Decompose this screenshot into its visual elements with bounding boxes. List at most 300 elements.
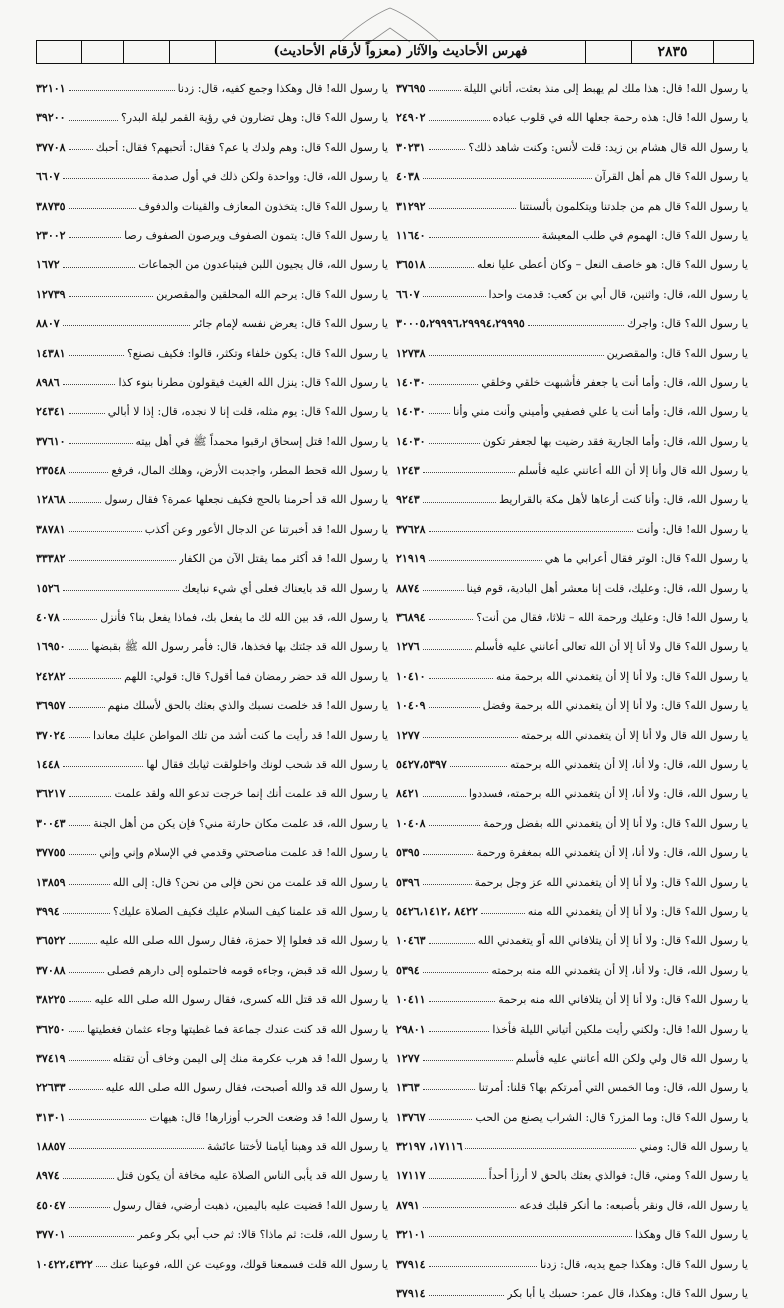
index-entry <box>36 515 388 544</box>
index-entry <box>36 691 388 720</box>
hadith-number: ١٤٣٨١ <box>36 346 66 360</box>
index-entry <box>36 662 388 691</box>
index-entry <box>396 574 748 603</box>
hadith-number: ٣٧٧٠٨ <box>36 140 66 154</box>
index-entry <box>36 309 388 338</box>
entry-text: يا رسول الله! قتل إسحاق ارقبوا محمداً ﷺ في أهل بيته <box>135 434 388 448</box>
entry-text: يا رسول الله؟ قال: ولا أنا إلا أن يتغمدني الله منه <box>527 904 748 918</box>
entry-text: يا رسول الله قال وأنا إلا أن الله أعانني عليه فأسلم <box>517 464 748 478</box>
hadith-number: ٣٦٢١٧ <box>36 787 66 801</box>
dotted-leader <box>429 443 480 444</box>
hadith-number: ١٣٨٥٩ <box>36 875 66 889</box>
hadith-number: ١٠٤٠٩ <box>396 699 426 713</box>
hadith-number: ٥٣٩٥ <box>396 846 420 860</box>
index-entry <box>396 427 748 456</box>
dotted-leader <box>69 1001 92 1002</box>
hadith-number: ١٣٧٦٧ <box>396 1110 426 1124</box>
index-entry <box>36 397 388 426</box>
index-entry <box>36 838 388 867</box>
entry-text: يا رسول الله قال ولا أنا إلا أن يتغمدني الله برحمته <box>520 728 748 742</box>
index-entry <box>36 1044 388 1073</box>
hadith-number: ٣١٣٠١ <box>36 1110 66 1124</box>
entry-text: يا رسول الله! قد أكثر مما يقتل الآن من الكفار <box>178 552 388 566</box>
hadith-number: ١٢٧٧ <box>396 1051 420 1065</box>
dotted-leader <box>63 913 110 914</box>
dotted-leader <box>423 1060 513 1061</box>
entry-text: يا رسول الله؟ قال: يوم مثله، قلت إنا لا نجده، قال: إذا لا أبالي <box>107 405 388 419</box>
hadith-number: ٣٦٨٩٤ <box>396 611 426 625</box>
dotted-leader <box>69 825 91 826</box>
index-entry <box>396 662 748 691</box>
dotted-leader <box>63 619 98 620</box>
entry-text: يا رسول الله؟ قال هم من جلدتنا ويتكلمون بألسنتنا <box>519 199 748 213</box>
dotted-leader <box>69 737 90 738</box>
hadith-number: ٣٨٢٢٥ <box>36 993 66 1007</box>
entry-text: يا رسول الله، قد بين الله لك ما يفعل بك، فماذا يفعل بنا؟ فأنزل <box>100 611 388 625</box>
entry-text: يا رسول الله؟ قال: ينزل الله الغيث فيقولون مطرنا بنوء كذا <box>118 375 388 389</box>
entry-text: يا رسول الله؟ قال: يتخذون المعازف والقينات والدفوف <box>138 199 388 213</box>
index-entry <box>396 1073 748 1102</box>
entry-text: يا رسول الله؟ ومني، قال: فوالذي بعثك بالحق لا أرزأ أحداً <box>488 1169 748 1183</box>
dotted-leader <box>69 1031 85 1032</box>
hadith-number: ٢٢٦٣٣ <box>36 1081 66 1095</box>
dotted-leader <box>429 355 604 356</box>
hadith-number: ١٢٧٣٩ <box>36 287 66 301</box>
dotted-leader <box>429 237 539 238</box>
index-entry <box>36 632 388 661</box>
hadith-number: ١٧١١٦، ٣٢١٩٧ <box>396 1140 463 1154</box>
index-entry <box>36 250 388 279</box>
dotted-leader <box>429 90 461 91</box>
index-entry <box>36 1161 388 1190</box>
entry-text: يا رسول الله! قد أخبرتنا عن الدجال الأعور وعن أكذب <box>144 522 388 536</box>
index-entry <box>36 544 388 573</box>
hadith-number: ١٨٨٥٧ <box>36 1140 66 1154</box>
dotted-leader <box>423 502 496 503</box>
hadith-number: ١٤٠٣٠ <box>396 405 426 419</box>
hadith-number: ٨٤٢١ <box>396 787 420 801</box>
entry-text: يا رسول الله قال هشام بن زيد: قلت لأنس: وكنت شاهد ذلك؟ <box>468 140 748 154</box>
hadith-number: ٣٢١٠١ <box>396 1228 426 1242</box>
dotted-leader <box>69 1060 110 1061</box>
dotted-leader <box>423 884 472 885</box>
entry-text: يا رسول الله؟ قال: ولا أنا إلا أن يتغمدني الله برحمة منه <box>496 669 748 683</box>
dotted-leader <box>429 1236 632 1237</box>
index-entry <box>36 985 388 1014</box>
index-entry <box>396 339 748 368</box>
index-entry <box>36 721 388 750</box>
hadith-number: ١٠٤١١ <box>396 993 426 1007</box>
dotted-leader <box>429 384 479 385</box>
hadith-number: ٣٢١٠١ <box>36 82 66 95</box>
entry-text: يا رسول الله؟ قال: ولا أنا إلا أن يتغمدني الله بفضل ورحمة <box>483 816 748 830</box>
index-entry <box>36 339 388 368</box>
entry-text: يا رسول الله، قلت: ثم ماذا؟ قالا: ثم حب أبي بكر وعمر <box>137 1228 388 1242</box>
entry-text: يا رسول الله! قال: هذه رحمة جعلها الله في قلوب عباده <box>492 111 748 125</box>
entry-text: يا رسول الله قلت فسمعنا قولك، ووعيت عن الله، فوعينا عنك <box>109 1257 388 1271</box>
index-entry <box>36 926 388 955</box>
hadith-number: ٣٧٤١٩ <box>36 1051 66 1065</box>
index-entry <box>396 280 748 309</box>
hadith-number: ٢٤٩٠٢ <box>396 111 426 125</box>
entry-text: يا رسول الله، قال: وأما الجارية فقد رضيت بها لجعفر تكون <box>482 434 748 448</box>
hadith-number: ١٠٤٢٢،٤٣٢٢ <box>36 1257 93 1271</box>
dotted-leader <box>429 560 542 561</box>
index-entry <box>36 427 388 456</box>
index-entry <box>36 1220 388 1249</box>
index-entry <box>396 603 748 632</box>
entry-text: يا رسول الله قال ولي ولكن الله أعانني عليه فأسلم <box>515 1051 748 1065</box>
entry-text: يا رسول الله! قد رأيت ما كنت أشد من تلك المواطن عليك معاندا <box>93 728 388 742</box>
dotted-leader <box>63 1178 114 1179</box>
page-title: فهرس الأحاديث والآثار (معزواً لأرقام الأحاديث) <box>215 41 585 63</box>
hadith-number: ٣٧٩١٤ <box>396 1287 426 1301</box>
entry-text: يا رسول الله؟ قال: وهل تضارون في رؤية القمر ليلة البدر؟ <box>120 111 388 125</box>
header-box-4 <box>169 41 215 63</box>
hadith-number: ١٢٧٣٨ <box>396 346 426 360</box>
dotted-leader <box>69 355 124 356</box>
hadith-number: ٣٠٠٠٥،٢٩٩٩٦،٢٩٩٩٤،٢٩٩٩٥ <box>396 317 525 331</box>
index-entry <box>396 485 748 514</box>
hadith-number: ٥٣٩٦ <box>396 875 420 889</box>
entry-text: يا رسول الله؟ قال هم أهل القرآن <box>594 170 748 184</box>
entry-text: يا رسول الله! قد خلصت نسبك والذي بعثك بالحق لأسلك منهم <box>107 699 388 713</box>
hadith-number: ٣٦٢٥٠ <box>36 1022 66 1036</box>
index-entry <box>36 868 388 897</box>
index-entry <box>396 1279 748 1308</box>
hadith-number: ٦٦٠٧ <box>396 287 420 301</box>
dotted-leader <box>429 208 517 209</box>
entry-text: يا رسول الله؟ قال: وهم ولدك يا عم؟ فقال: أتحبهم؟ فقال: أحبك <box>95 140 388 154</box>
dotted-leader <box>63 178 149 179</box>
index-entry <box>396 1161 748 1190</box>
index-entry <box>396 809 748 838</box>
entry-text: يا رسول الله قد علمنا كيف السلام عليك فكيف الصلاة عليك؟ <box>112 904 388 918</box>
entry-text: يا رسول الله قد والله أصبحت، فقال رسول الله صلى الله عليه <box>105 1081 388 1095</box>
dotted-leader <box>69 854 97 855</box>
index-entry <box>36 1103 388 1132</box>
index-entry <box>36 897 388 926</box>
index-entry <box>396 691 748 720</box>
entry-text: يا رسول الله! قال وهكذا وجمع كفيه، قال: زدنا <box>177 82 388 95</box>
dotted-leader <box>429 1266 537 1267</box>
page-header <box>36 40 754 64</box>
index-entry <box>396 897 748 926</box>
entry-text: يا رسول الله قد أحرمنا بالحج فكيف نجعلها عمرة؟ فقال رسول <box>104 493 388 507</box>
dotted-leader <box>429 678 493 679</box>
index-entry <box>396 309 748 338</box>
dotted-leader <box>69 90 175 91</box>
hadith-number: ٣٣٣٨٢ <box>36 552 66 566</box>
left-column <box>36 74 388 1279</box>
hadith-number: ٨٤٢٢ ،٥٤٢٦،١٤١٢ <box>396 904 478 918</box>
dotted-leader <box>69 707 105 708</box>
dotted-leader <box>69 502 102 503</box>
entry-text: يا رسول الله قد قتل الله كسرى، فقال رسول الله صلى الله عليه <box>94 993 388 1007</box>
entry-text: يا رسول الله، قال: وأما أنت يا جعفر فأشبهت خلقي وخلقي <box>481 375 748 389</box>
index-entry <box>396 1220 748 1249</box>
index-entry <box>36 162 388 191</box>
entry-text: يا رسول الله؟ قال: يعرض نفسه لإمام جائر <box>193 317 388 331</box>
hadith-number: ٢٩٨٠١ <box>396 1022 426 1036</box>
entry-text: يا رسول الله، قد علمت مكان حارثة مني؟ فإن يكن من أهل الجنة <box>93 816 388 830</box>
entry-text: يا رسول الله! قال: هذا ملك لم يهبط إلى منذ بعثت، أتاني الليلة <box>463 82 748 95</box>
entry-text: يا رسول الله قد علمت أنك إنما خرجت تدعو الله ولقد علمت <box>114 787 388 801</box>
header-box-2 <box>81 41 123 63</box>
entry-text: يا رسول الله؟ قال: وما المزر؟ قال: الشراب يصنع من الحب <box>475 1110 748 1124</box>
dotted-leader <box>429 707 480 708</box>
hadith-number: ١٦٧٢ <box>36 258 60 272</box>
hadith-number: ٩٢٤٣ <box>396 493 420 507</box>
dotted-leader <box>69 531 142 532</box>
header-box-8 <box>713 41 753 63</box>
entry-text: يا رسول الله، قال: ولا أنا، إلا أن يتغمدني الله منه برحمته <box>491 963 748 977</box>
index-entry <box>396 74 748 103</box>
index-entry <box>396 544 748 573</box>
index-entry <box>36 74 388 103</box>
entry-text: يا رسول الله! قد هرب عكرمة منك إلى اليمن وخاف أن تقتله <box>112 1051 388 1065</box>
dotted-leader <box>429 1178 486 1179</box>
hadith-number: ٦٦٠٧ <box>36 170 60 184</box>
dotted-leader <box>429 825 481 826</box>
dotted-leader <box>69 443 133 444</box>
index-entry <box>36 603 388 632</box>
hadith-number: ٢٣٥٤٨ <box>36 464 66 478</box>
hadith-number: ٨٩٨٦ <box>36 375 60 389</box>
entry-text: يا رسول الله، قال: وعليك، قلت إنا معشر أهل البادية، قوم فينا <box>466 581 748 595</box>
dotted-leader <box>69 1207 110 1208</box>
index-entry <box>396 456 748 485</box>
entry-text: يا رسول الله قد وهبنا أيامنا لأختنا عائشة <box>207 1140 388 1154</box>
entry-text: يا رسول الله؟ قال: وهكذا، قال عمر: حسبك يا أبا بكر <box>507 1287 748 1301</box>
hadith-number: ٨٧٩١ <box>396 1198 420 1212</box>
index-entry <box>396 985 748 1014</box>
hadith-number: ١٠٤٠٨ <box>396 816 426 830</box>
dotted-leader <box>69 972 104 973</box>
dotted-leader <box>69 472 109 473</box>
index-entry <box>396 632 748 661</box>
entry-text: يا رسول الله قد قبض، وجاءه قومه فاحتملوه إلى دارهم فصلى <box>106 963 388 977</box>
entry-text: يا رسول الله! قال: وأنت <box>636 522 748 536</box>
dotted-leader <box>423 972 489 973</box>
hadith-number: ٣٩٩٤ <box>36 904 60 918</box>
hadith-number: ٣٠٠٤٣ <box>36 816 66 830</box>
entry-text: يا رسول الله، قال: وأما أنت يا علي فصفيي وأميني وأنت مني وأنا <box>452 405 748 419</box>
entry-text: يا رسول الله، قال: وواحدة ولكن ذلك في أول صدمة <box>151 170 388 184</box>
index-entry <box>396 721 748 750</box>
entry-text: يا رسول الله؟ قال: الوتر فقال أعرابي ما هي <box>544 552 748 566</box>
hadith-number: ٥٣٩٤ <box>396 963 420 977</box>
entry-text: يا رسول الله؟ قال: ولا أنا إلا أن يتلافاني الله منه برحمة <box>498 993 748 1007</box>
index-entry <box>36 1191 388 1220</box>
entry-text: يا رسول الله؟ قال: ولا أنا إلا أن يتغمدني الله عز وجل برحمة <box>474 875 748 889</box>
dotted-leader <box>429 1031 490 1032</box>
index-entry <box>36 221 388 250</box>
dotted-leader <box>429 1119 473 1120</box>
dotted-leader <box>69 884 110 885</box>
entry-text: يا رسول الله؟ قال: يتمون الصفوف ويرصون الصفوف رصا <box>124 228 388 242</box>
dotted-leader <box>63 384 116 385</box>
index-entry <box>396 1132 748 1161</box>
dotted-leader <box>69 120 118 121</box>
index-entry <box>396 868 748 897</box>
index-entry <box>396 1103 748 1132</box>
entry-text: يا رسول الله؟ قال: وهكذا جمع يديه، قال: زدنا <box>540 1257 748 1271</box>
dotted-leader <box>429 413 450 414</box>
hadith-number: ٢٤٣٤١ <box>36 405 66 419</box>
index-entry <box>396 1191 748 1220</box>
dotted-leader <box>429 619 474 620</box>
hadith-number: ٥٤٢٧،٥٣٩٧ <box>396 757 447 771</box>
hadith-number: ٨٨٠٧ <box>36 317 60 331</box>
index-entry <box>36 133 388 162</box>
dotted-leader <box>69 208 136 209</box>
index-entry <box>396 779 748 808</box>
index-entry <box>396 103 748 132</box>
dotted-leader <box>63 267 136 268</box>
index-entry <box>396 1015 748 1044</box>
index-entry <box>396 250 748 279</box>
entry-text: يا رسول الله، قال: ولا أنا، إلا أن يتغمدني الله بمغفرة ورحمة <box>476 846 748 860</box>
index-entry <box>396 133 748 162</box>
hadith-number: ١٠٤١٠ <box>396 669 426 683</box>
hadith-number: ٣٧٩١٤ <box>396 1257 426 1271</box>
entry-text: يا رسول الله قد فعلوا إلا حمزة، فقال رسول الله صلى الله عليه <box>99 934 388 948</box>
hadith-number: ٣٧٦٢٨ <box>396 522 426 536</box>
index-entry <box>36 1073 388 1102</box>
right-column <box>396 74 748 1308</box>
hadith-number: ١٠٤٦٣ <box>396 934 426 948</box>
dotted-leader <box>69 649 89 650</box>
dotted-leader <box>423 590 464 591</box>
index-entry <box>36 280 388 309</box>
dotted-leader <box>69 796 112 797</box>
entry-text: يا رسول الله قد جئتك بها فخذها، قال: فأمر رسول الله ﷺ بقبضها <box>91 640 388 654</box>
dotted-leader <box>423 854 474 855</box>
entry-text: يا رسول الله، قال: وما الخمس التي أمرتكم بها؟ قلنا: أمرتنا <box>478 1081 748 1095</box>
dotted-leader <box>96 1266 107 1267</box>
hadith-number: ٨٩٧٤ <box>36 1169 60 1183</box>
hadith-number: ١٤٠٣٠ <box>396 434 426 448</box>
hadith-number: ١٤٤٨ <box>36 757 60 771</box>
hadith-number: ٣٦٩٥٧ <box>36 699 66 713</box>
dotted-leader <box>465 1148 636 1149</box>
hadith-number: ٣٧٠٢٤ <box>36 728 66 742</box>
index-entry <box>396 1250 748 1279</box>
entry-text: يا رسول الله؟ قال: يرحم الله المحلقين والمقصرين <box>156 287 388 301</box>
header-box-1 <box>37 41 81 63</box>
hadith-number: ٣٧٠٨٨ <box>36 963 66 977</box>
dotted-leader <box>481 913 525 914</box>
entry-text: يا رسول الله؟ قال: واجرك <box>627 317 748 331</box>
hadith-number: ١٢٧٦ <box>396 640 420 654</box>
index-entry <box>396 750 748 779</box>
dotted-leader <box>69 237 122 238</box>
dotted-leader <box>69 413 105 414</box>
entry-text: يا رسول الله؟ قال: يكون خلفاء وتكثر، قالوا: فكيف نصنع؟ <box>126 346 388 360</box>
hadith-number: ١٣٦٣ <box>396 1081 420 1095</box>
entry-text: يا رسول الله، قال يجيون اللبن فيتباعدون من الجماعات <box>138 258 388 272</box>
dotted-leader <box>429 120 490 121</box>
index-entry <box>36 456 388 485</box>
hadith-number: ٤٥٠٤٧ <box>36 1198 66 1212</box>
dotted-leader <box>429 1001 496 1002</box>
header-box-6 <box>585 41 631 63</box>
entry-text: يا رسول الله قد علمت من نحن فإلى من نحن؟ قال: إلى الله <box>112 875 388 889</box>
entry-text: يا رسول الله! قال: ولكني رأيت ملكين أتياني الليلة فأخذا <box>492 1022 748 1036</box>
entry-text: يا رسول الله، قال ونقر بأصبعه: ما أنكر قلبك فدعه <box>519 1198 748 1212</box>
hadith-number: ٢٣٠٠٢ <box>36 228 66 242</box>
hadith-number: ١٢٤٣ <box>396 464 420 478</box>
index-entry <box>36 192 388 221</box>
dotted-leader <box>63 590 179 591</box>
dotted-leader <box>423 472 515 473</box>
index-entry <box>36 368 388 397</box>
hadith-number: ٣٩٢٠٠ <box>36 111 66 125</box>
entry-text: يا رسول الله، قال: ولا أنا، إلا أن يتغمدني الله برحمته، فسددوا <box>468 787 748 801</box>
dotted-leader <box>429 531 634 532</box>
index-entry <box>36 779 388 808</box>
hadith-number: ٣٦٥٢٢ <box>36 934 66 948</box>
entry-text: يا رسول الله؟ قال: ولا أنا إلا أن يتلافاني الله أو يتغمدني الله <box>477 934 748 948</box>
hadith-number: ٣٧٧٥٥ <box>36 846 66 860</box>
hadith-number: ١١٦٤٠ <box>396 228 426 242</box>
index-entry <box>396 162 748 191</box>
header-box-3 <box>123 41 169 63</box>
index-entry <box>36 1015 388 1044</box>
hadith-number: ٢١٩١٩ <box>396 552 426 566</box>
entry-text: يا رسول الله؟ قال: الهموم في طلب المعيشة <box>541 228 748 242</box>
entry-text: يا رسول الله! قد وضعت الحرب أوزارها! قال: هيهات <box>149 1110 388 1124</box>
hadith-number: ٨٨٧٤ <box>396 581 420 595</box>
index-entry <box>396 192 748 221</box>
hadith-number: ٣٨٧٨١ <box>36 522 66 536</box>
hadith-number: ٣٠٢٣١ <box>396 140 426 154</box>
index-entry <box>36 485 388 514</box>
entry-text: يا رسول الله قد شحب لونك واخلولقت ثيابك فقال لها <box>146 757 388 771</box>
dotted-leader <box>69 1119 147 1120</box>
dotted-leader <box>528 325 624 326</box>
entry-text: يا رسول الله، قال: واثنين، قال أبي بن كعب: قدمت واحدا <box>488 287 748 301</box>
index-entry <box>396 838 748 867</box>
entry-text: يا رسول الله؟ قال ولا أنا إلا أن الله تعالى أعانني عليه فأسلم <box>474 640 748 654</box>
hadith-number: ١٧١١٧ <box>396 1169 426 1183</box>
index-entry <box>36 574 388 603</box>
index-entry <box>36 103 388 132</box>
entry-text: يا رسول الله؟ قال: هو خاصف النعل – وكان أعطى عليا نعله <box>477 258 748 272</box>
dotted-leader <box>69 943 97 944</box>
dotted-leader <box>423 796 466 797</box>
index-entry <box>396 368 748 397</box>
dotted-leader <box>423 649 472 650</box>
dotted-leader <box>429 149 466 150</box>
hadith-number: ٢٤٢٨٢ <box>36 669 66 683</box>
hadith-number: ٣٨٧٣٥ <box>36 199 66 213</box>
hadith-number: ٣٧٧٠١ <box>36 1228 66 1242</box>
hadith-number: ٣٧٦١٠ <box>36 434 66 448</box>
hadith-number: ٣١٢٩٢ <box>396 199 426 213</box>
hadith-number: ١٦٩٥٠ <box>36 640 66 654</box>
index-entry <box>396 515 748 544</box>
dotted-leader <box>423 1207 517 1208</box>
dotted-leader <box>69 1236 135 1237</box>
dotted-leader <box>423 1089 476 1090</box>
dotted-leader <box>429 267 474 268</box>
index-entry <box>396 1044 748 1073</box>
dotted-leader <box>69 1148 204 1149</box>
hadith-number: ١٢٧٧ <box>396 728 420 742</box>
dotted-leader <box>429 943 475 944</box>
